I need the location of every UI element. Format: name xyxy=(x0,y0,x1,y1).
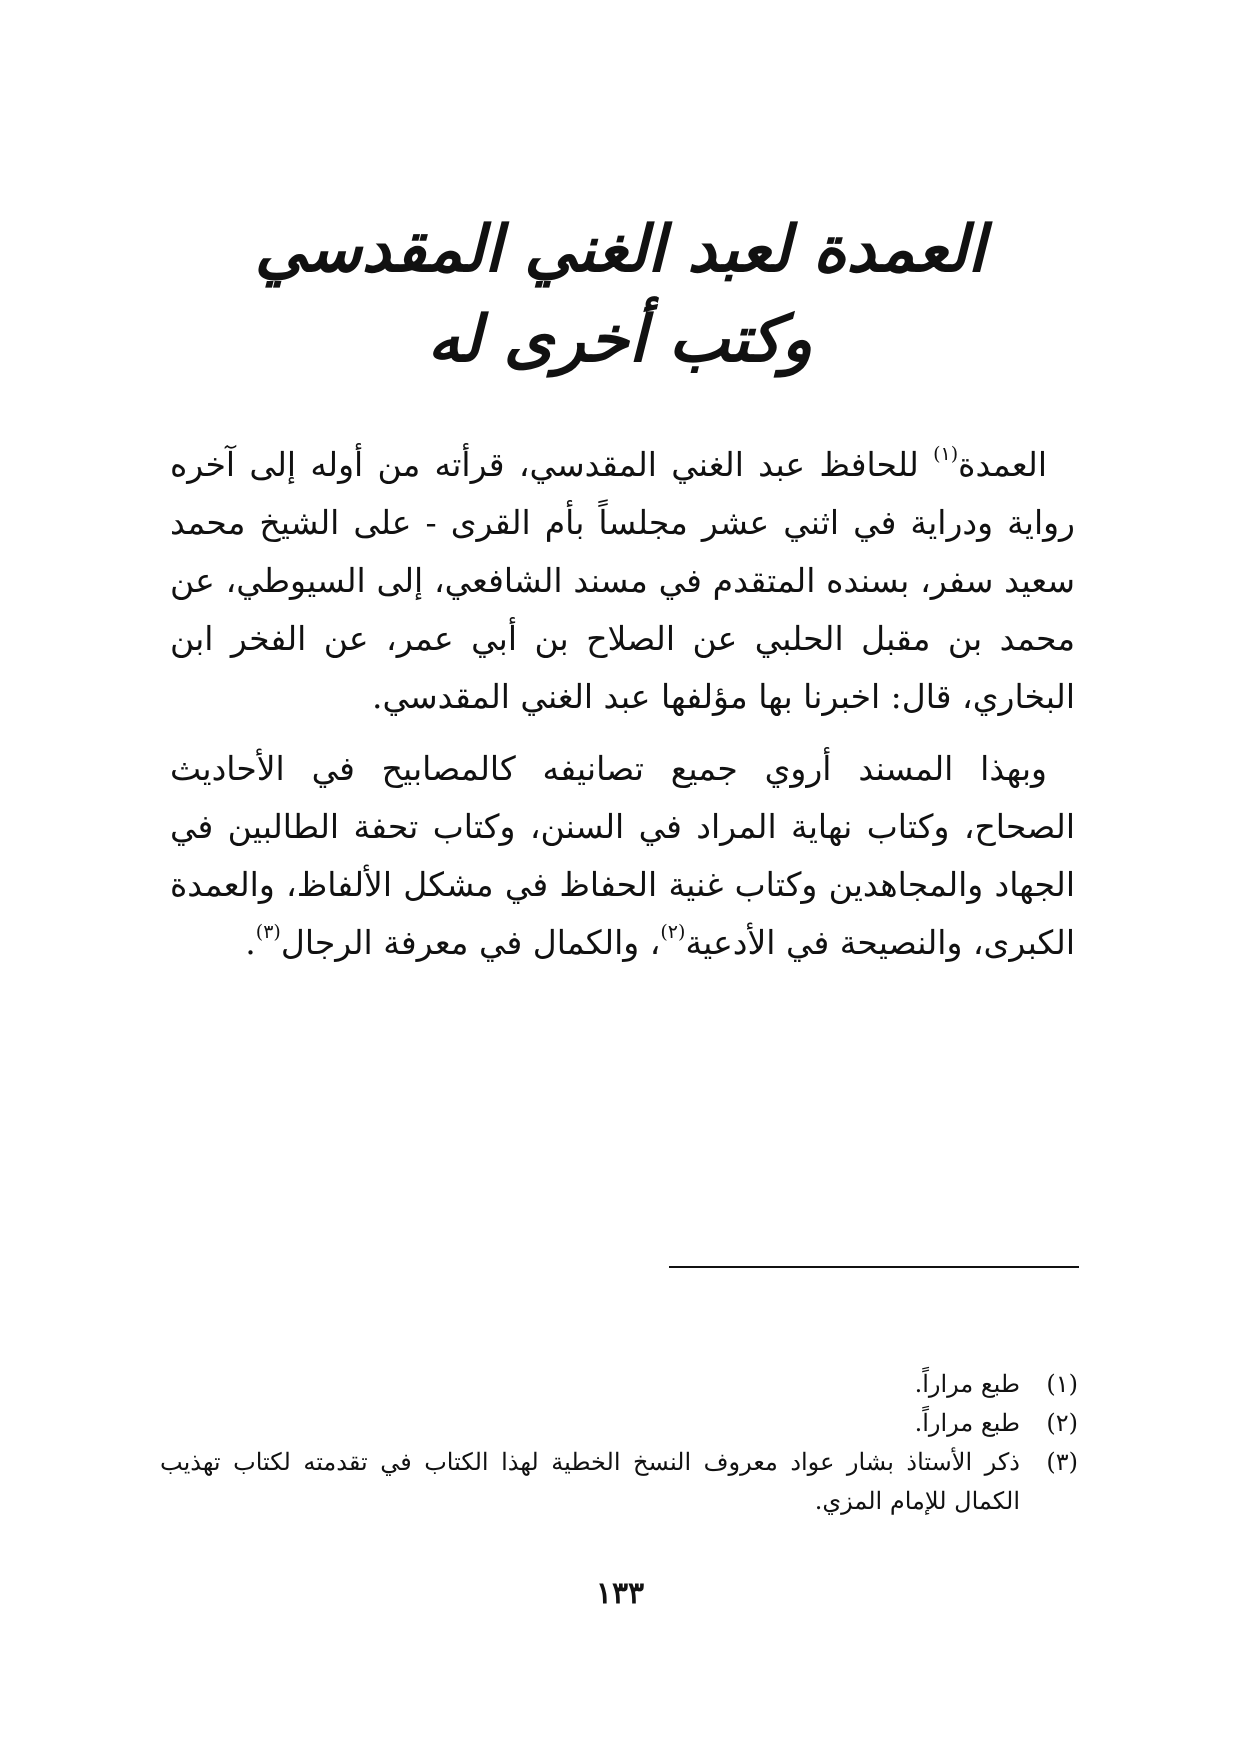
footnote-ref-1: (١) xyxy=(933,443,959,465)
paragraph-2-part-3: . xyxy=(245,923,256,962)
paragraph-2 xyxy=(170,740,1075,972)
paragraph-2-part-2: ، والكمال في معرفة الرجال xyxy=(280,923,661,962)
page-number: ١٣٣ xyxy=(595,1576,645,1611)
paragraph-2-part-1: وبهذا المسند أروي جميع تصانيفه كالمصابيح في الأحاديث الصحاح، وكتاب نهاية المراد في السنن، وكتاب تحفة الطالبين في الجهاد والمجاهدين وكتاب غنية الحفاظ في مشكل الألفاظ، والعمدة الكبرى، والنصيحة في الأدعية xyxy=(170,749,1075,962)
footnote-text: طبع مراراً. xyxy=(914,1409,1020,1437)
chapter-title: العمدة لعبد الغني المقدسي وكتب أخرى له xyxy=(254,213,986,377)
paragraph-1-lead: العمدة xyxy=(958,445,1047,484)
footnote-number: (٢) xyxy=(1046,1409,1078,1437)
footnote-ref-2: (٢) xyxy=(660,921,686,943)
footnote-text: طبع مراراً. xyxy=(914,1370,1020,1398)
footnote-1 xyxy=(160,1365,1078,1404)
paragraph-1-text: للحافظ عبد الغني المقدسي، قرأته من أوله إلى آخره رواية ودراية في اثني عشر مجلساً بأم القرى - على الشيخ محمد سعيد سفر، بسنده المتقدم في مسند الشافعي، إلى السيوطي، عن محمد بن مقبل الحلبي عن الصلاح بن أبي عمر، عن الفخر ابن البخاري، قال: اخبرنا بها مؤلفها عبد الغني المقدسي. xyxy=(170,445,1075,716)
footnote-text: ذكر الأستاذ بشار عواد معروف النسخ الخطية لهذا الكتاب في تقدمته لكتاب تهذيب الكمال للإمام المزي. xyxy=(160,1448,1020,1515)
footnotes xyxy=(160,1365,1078,1521)
footnote-number: (٣) xyxy=(1046,1448,1078,1476)
main-text xyxy=(170,436,1075,972)
paragraph-1 xyxy=(170,436,1075,726)
footnote-ref-3: (٣) xyxy=(255,921,281,943)
footnote-2 xyxy=(160,1404,1078,1443)
footnote-number: (١) xyxy=(1046,1370,1078,1398)
footnote-separator xyxy=(669,1266,1079,1268)
footnote-3 xyxy=(160,1443,1078,1521)
